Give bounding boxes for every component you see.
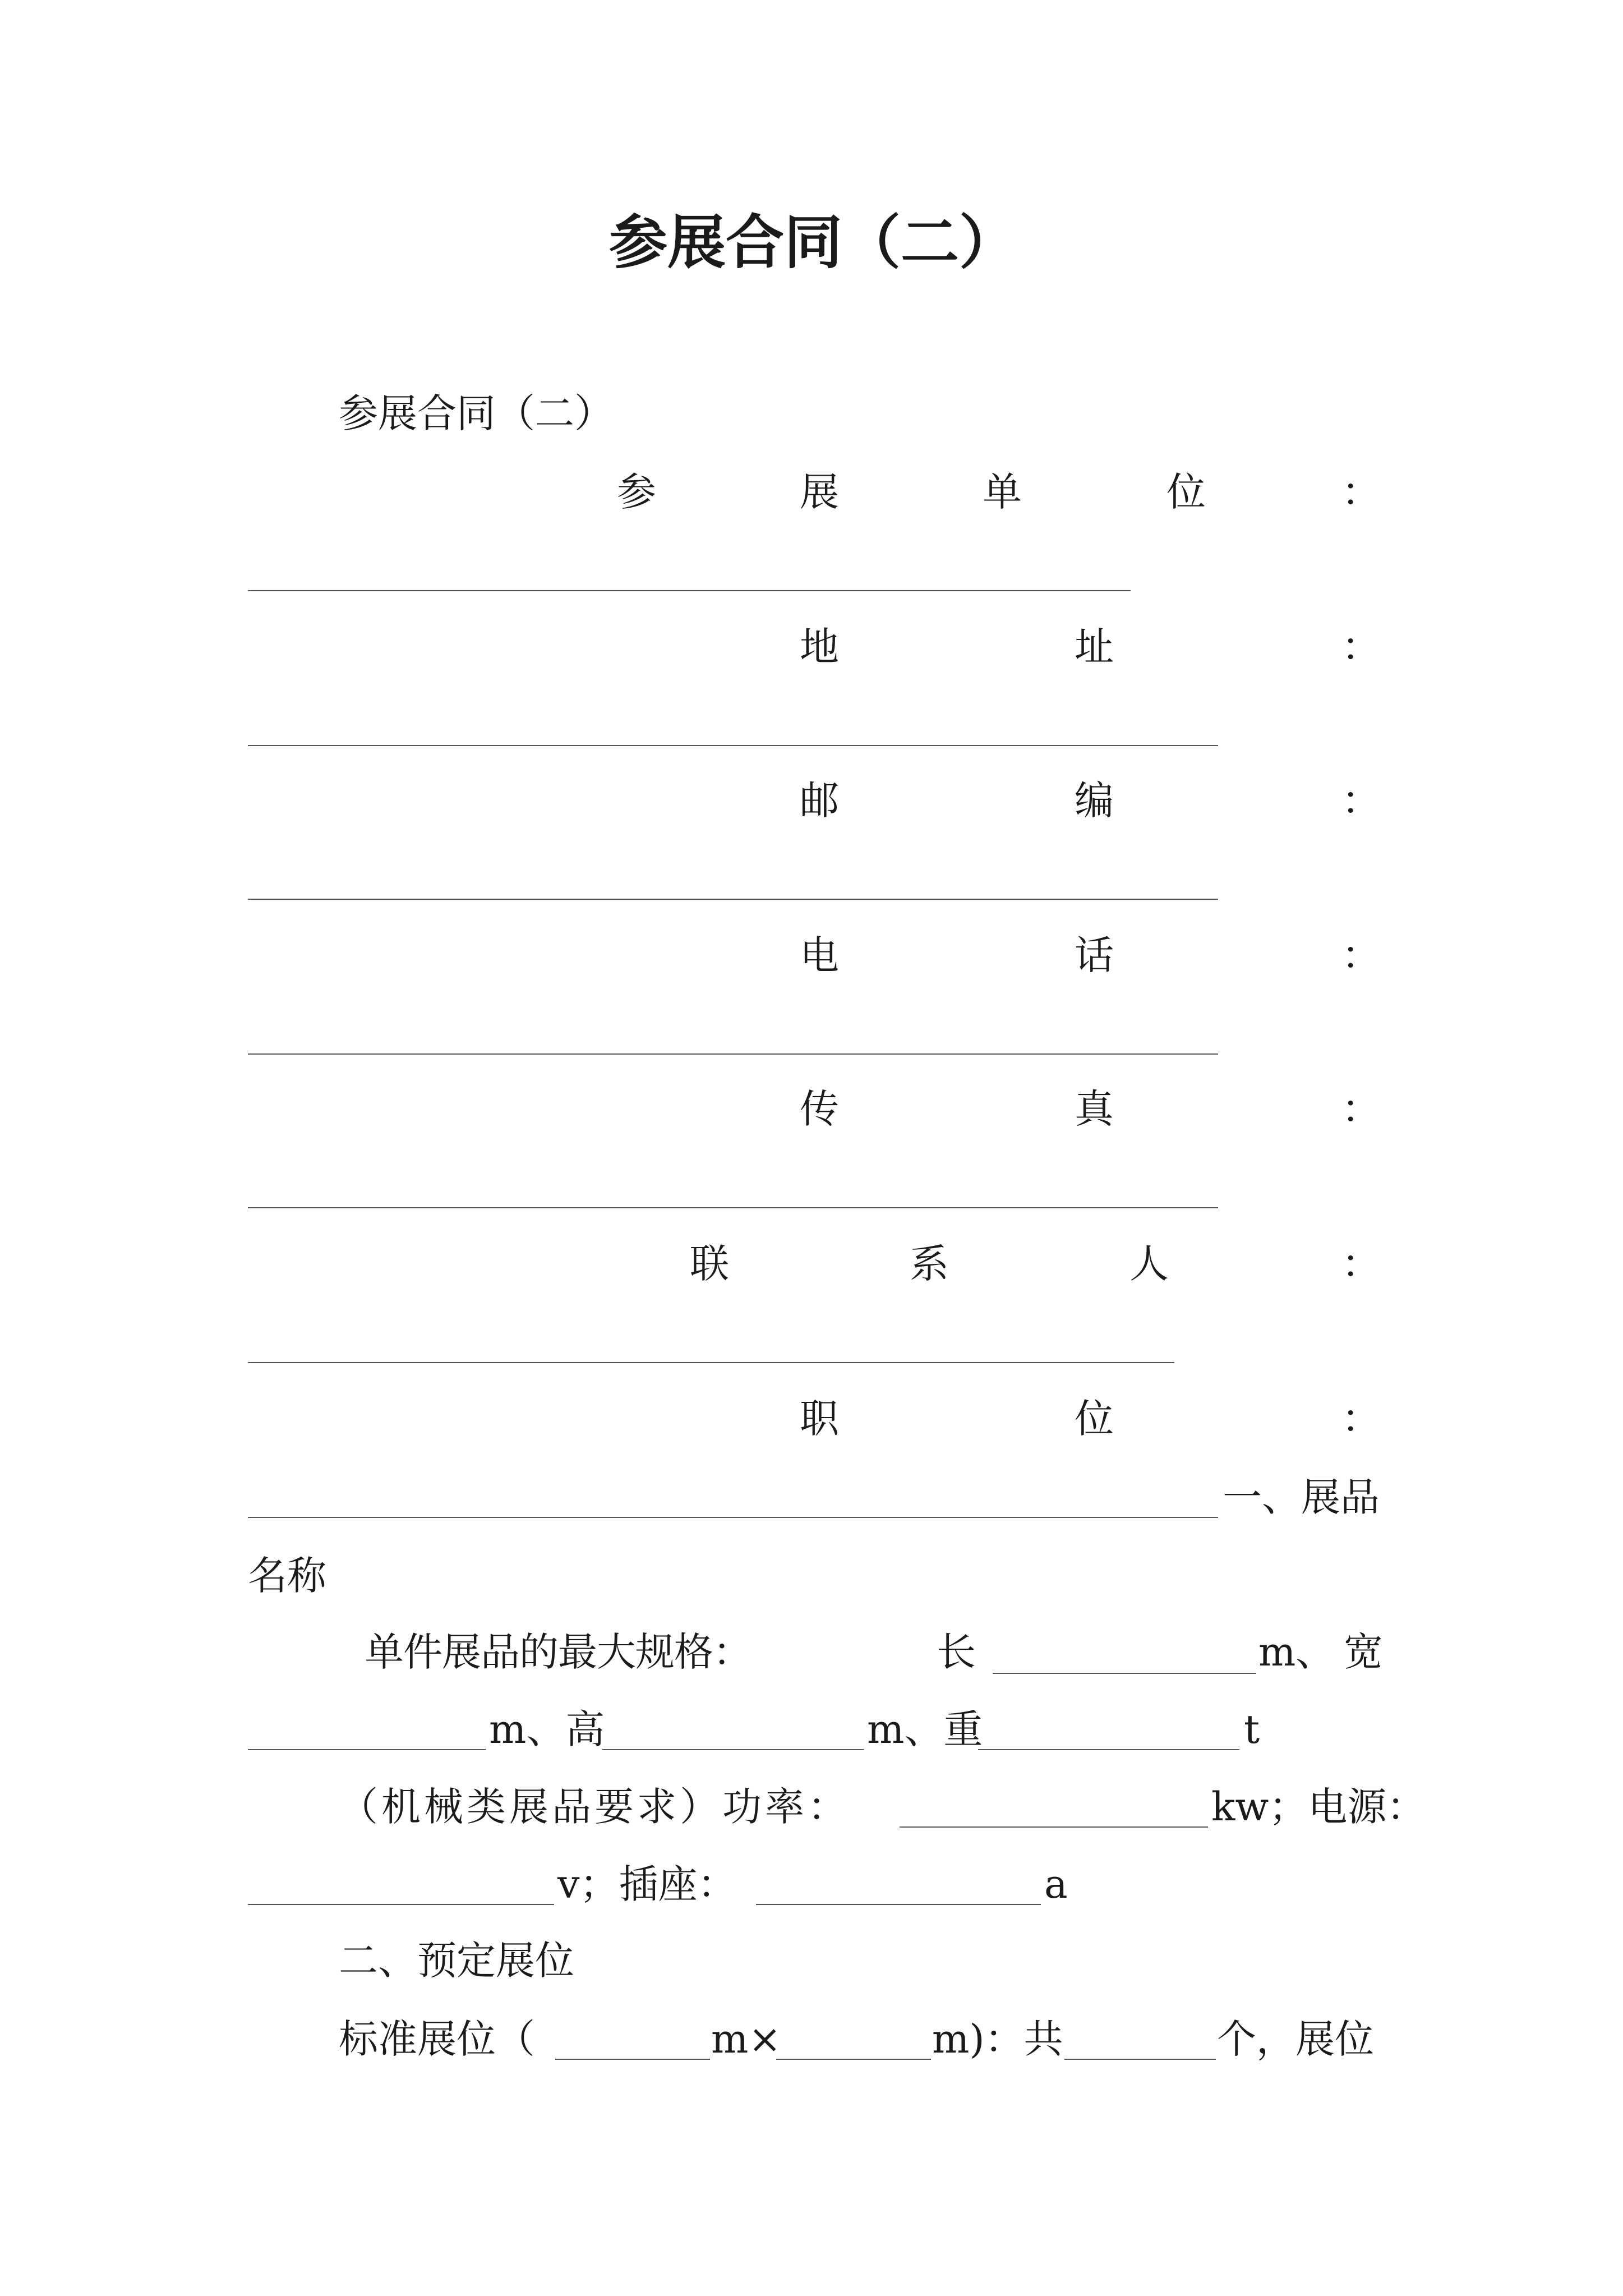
spec-weight-unit: t bbox=[1244, 1706, 1260, 1752]
field-address-char-1: 地 bbox=[800, 624, 839, 670]
booth-count-blank[interactable] bbox=[1064, 2059, 1216, 2060]
spec-length-unit: m bbox=[1258, 1629, 1296, 1675]
booth-count-suffix: 个，展位 bbox=[1217, 2016, 1374, 2062]
field-postcode-char-2: 编 bbox=[1075, 777, 1114, 823]
spec-sep: 、 bbox=[1295, 1629, 1335, 1675]
field-contact-colon: ： bbox=[1341, 1241, 1381, 1287]
booth-times: m× bbox=[711, 2016, 782, 2062]
field-unit-char-2: 展 bbox=[800, 469, 839, 515]
section1-title-part2: 名称 bbox=[248, 1553, 326, 1599]
field-phone-char-2: 话 bbox=[1075, 932, 1114, 978]
field-position-blank[interactable] bbox=[248, 1517, 1218, 1518]
spec-label-6: 最 bbox=[558, 1629, 597, 1675]
field-contact-blank[interactable] bbox=[248, 1362, 1174, 1363]
field-contact-char-2: 系 bbox=[910, 1241, 949, 1287]
power-unit: kw；电源： bbox=[1211, 1784, 1426, 1830]
field-address-char-2: 址 bbox=[1075, 624, 1114, 670]
field-address-colon: ： bbox=[1341, 624, 1381, 670]
spec-width-label: 宽 bbox=[1344, 1629, 1383, 1675]
booth-length-blank[interactable] bbox=[555, 2059, 710, 2060]
spec-label-9: 格 bbox=[674, 1629, 713, 1675]
booth-close: m)：共 bbox=[932, 2016, 1063, 2062]
power-label: （机械类展品要求）功率： bbox=[339, 1784, 850, 1830]
spec-height-label: m、高 bbox=[489, 1706, 605, 1752]
field-fax-blank[interactable] bbox=[248, 1207, 1218, 1208]
spec-label-2: 件 bbox=[403, 1629, 442, 1675]
standard-booth-prefix: 标准展位（ bbox=[339, 2016, 535, 2062]
spec-label-3: 展 bbox=[442, 1629, 481, 1675]
booth-width-blank[interactable] bbox=[776, 2059, 931, 2060]
spec-weight-label: m、重 bbox=[867, 1706, 983, 1752]
amp-unit: a bbox=[1044, 1861, 1068, 1907]
field-unit-blank[interactable] bbox=[248, 590, 1131, 591]
power-blank[interactable] bbox=[900, 1826, 1208, 1828]
field-fax-char-2: 真 bbox=[1075, 1086, 1114, 1132]
spec-label-11: 长 bbox=[937, 1629, 976, 1675]
spec-label-10: ： bbox=[713, 1629, 752, 1675]
spec-height-blank[interactable] bbox=[602, 1749, 864, 1750]
spec-label-4: 品 bbox=[481, 1629, 520, 1675]
field-position-char-1: 职 bbox=[800, 1396, 839, 1442]
spec-width-blank[interactable] bbox=[248, 1749, 486, 1750]
volt-unit: v；插座： bbox=[557, 1861, 737, 1907]
field-phone-char-1: 电 bbox=[800, 932, 839, 978]
field-phone-colon: ： bbox=[1341, 932, 1381, 978]
field-postcode-char-1: 邮 bbox=[800, 777, 839, 823]
section1-title-part1: 一、展品 bbox=[1223, 1474, 1380, 1520]
field-address-blank[interactable] bbox=[248, 745, 1218, 746]
document-title: 参展合同（二） bbox=[609, 208, 1018, 277]
spec-label-8: 规 bbox=[635, 1629, 675, 1675]
spec-label-7: 大 bbox=[597, 1629, 636, 1675]
field-postcode-colon: ： bbox=[1341, 777, 1381, 823]
field-fax-colon: ： bbox=[1341, 1086, 1381, 1132]
field-fax-char-1: 传 bbox=[800, 1086, 839, 1132]
field-postcode-blank[interactable] bbox=[248, 899, 1218, 900]
amp-blank[interactable] bbox=[756, 1904, 1041, 1905]
field-unit-char-3: 单 bbox=[983, 469, 1022, 515]
spec-label-1: 单 bbox=[365, 1629, 404, 1675]
spec-label-5: 的 bbox=[519, 1629, 559, 1675]
field-unit-colon: ： bbox=[1341, 469, 1381, 515]
spec-length-blank[interactable] bbox=[993, 1673, 1256, 1674]
field-contact-char-3: 人 bbox=[1129, 1241, 1169, 1287]
volt-blank[interactable] bbox=[248, 1904, 554, 1905]
subtitle: 参展合同（二） bbox=[339, 390, 614, 436]
spec-weight-blank[interactable] bbox=[978, 1749, 1239, 1750]
field-position-colon: ： bbox=[1341, 1396, 1381, 1442]
field-position-char-2: 位 bbox=[1075, 1396, 1114, 1442]
field-unit-char-1: 参 bbox=[617, 469, 656, 515]
field-unit-char-4: 位 bbox=[1166, 469, 1206, 515]
field-phone-blank[interactable] bbox=[248, 1053, 1218, 1055]
field-contact-char-1: 联 bbox=[690, 1241, 729, 1287]
section2-title: 二、预定展位 bbox=[339, 1938, 574, 1984]
